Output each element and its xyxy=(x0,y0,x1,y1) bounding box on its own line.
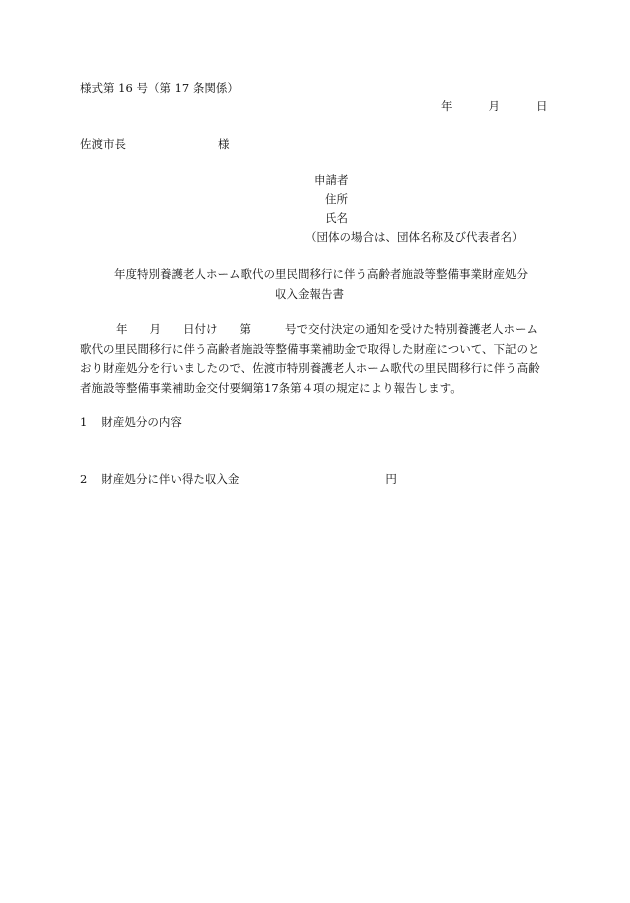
body-dated: 日付け xyxy=(183,322,218,336)
date-month: 月 xyxy=(488,99,500,113)
body-month: 月 xyxy=(149,322,161,336)
item-2-number: 2 xyxy=(80,472,88,486)
body-line-1 xyxy=(80,320,550,340)
body-number-prefix: 第 xyxy=(239,322,251,336)
item-1 xyxy=(80,417,182,429)
item-1-label: 財産処分の内容 xyxy=(101,415,182,429)
body-line-4: 者施設等整備事業補助金交付要綱第17条第４項の規定により報告します。 xyxy=(80,380,462,395)
date-line xyxy=(441,101,548,113)
addressee-name: 佐渡市長 xyxy=(80,137,126,151)
body-paragraph xyxy=(80,320,550,398)
addressee-honorific: 様 xyxy=(218,137,230,151)
date-day: 日 xyxy=(536,99,548,113)
body-line-2: 歌代の里民間移行に伴う高齢者施設等整備事業補助金で取得した財産について、下記のと xyxy=(80,341,540,356)
applicant-name-label: 氏名 xyxy=(325,211,348,225)
item-2-unit: 円 xyxy=(385,472,397,486)
applicant-label: 申請者 xyxy=(314,173,349,187)
date-year: 年 xyxy=(441,99,453,113)
addressee xyxy=(80,139,230,151)
item-2 xyxy=(80,474,397,486)
item-2-label: 財産処分に伴い得た収入金 xyxy=(101,472,240,486)
form-number: 様式第 16 号（第 17 条関係） xyxy=(80,81,239,95)
document-title-line2: 収入金報告書 xyxy=(275,287,344,301)
body-year: 年 xyxy=(116,322,128,336)
body-line1-rest: 号で交付決定の通知を受けた特別養護老人ホーム xyxy=(285,322,538,336)
document-title-line1: 年度特別養護老人ホーム歌代の里民間移行に伴う高齢者施設等整備事業財産処分 xyxy=(114,267,528,281)
body-line-3: おり財産処分を行いましたので、佐渡市特別養護老人ホーム歌代の里民間移行に伴う高齢 xyxy=(80,361,540,375)
item-1-number: 1 xyxy=(80,415,88,429)
applicant-address-label: 住所 xyxy=(325,192,348,206)
applicant-note: （団体の場合は、団体名称及び代表者名） xyxy=(305,230,524,244)
